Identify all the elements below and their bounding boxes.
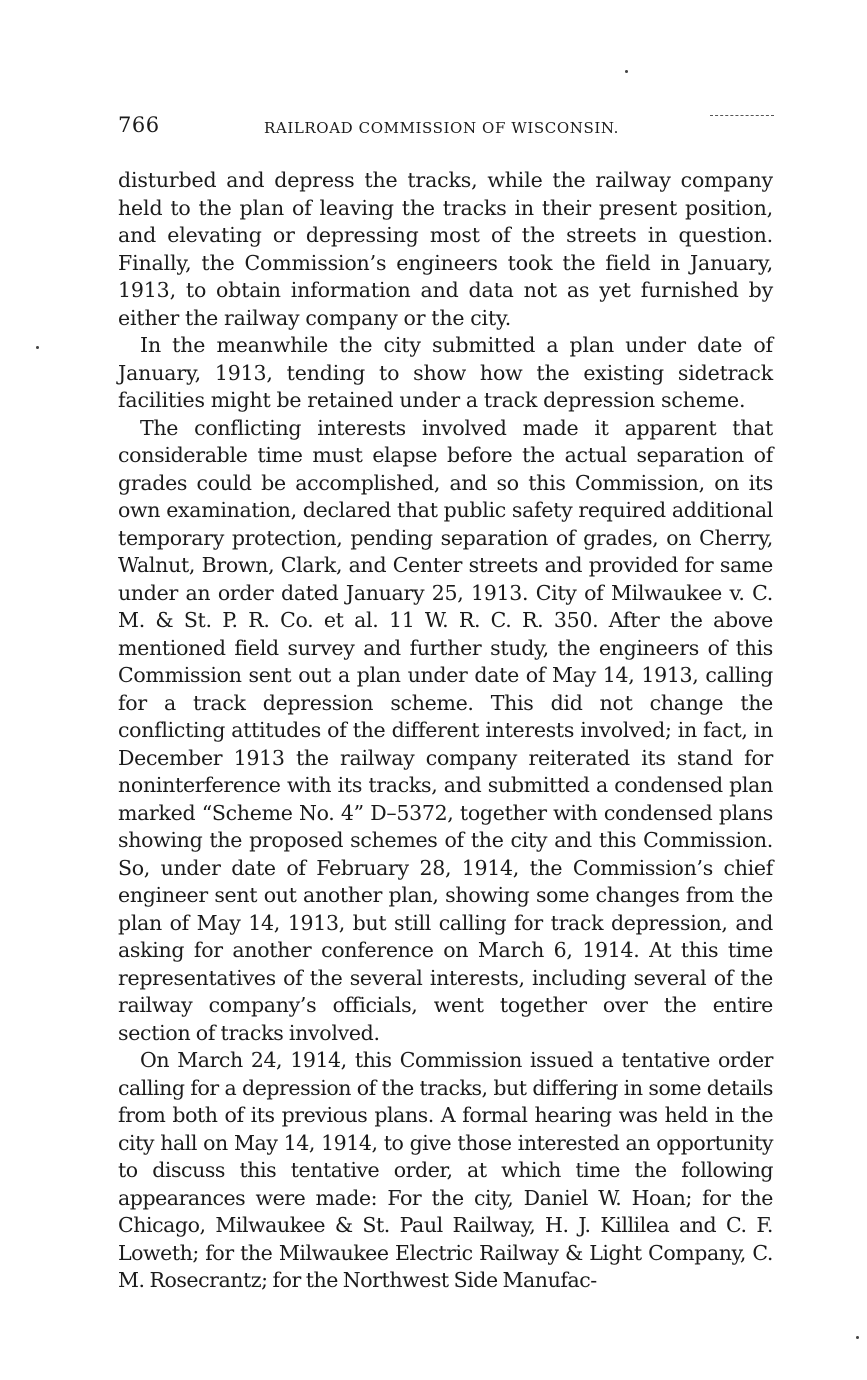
scan-speck [856, 1336, 859, 1339]
paragraph-1: disturbed and depress the tracks, while the railway company held to the plan of leaving the tracks in their present position, and elevating or depressing most of the streets in question. Finally, the Commission’s engineers took the field in January, 1913, to obtain information and data not as yet furnished by either the railway company or the city. [118, 168, 773, 330]
page-header [118, 113, 774, 141]
paragraph-4: On March 24, 1914, this Commission issued a tentative order calling for a depression of the tracks, but differing in some details from both of its previous plans. A formal hearing was held in the city hall on May 14, 1914, to give those interested an opportunity to discuss this tentative order, at which time the following appearances were made: For the city, Daniel W. Hoan; for the Chicago, Milwaukee & St. Paul Railway, H. J. Killilea and C. F. Loweth; for the Milwaukee Electric Railway & Light Company, C. M. Rosecrantz; for the Northwest Side Manufac- [118, 1048, 773, 1292]
scan-speck [36, 346, 39, 349]
body-text [118, 167, 773, 1295]
header-rule [710, 115, 774, 118]
paragraph-3: The conflicting interests involved made it apparent that considerable time must elapse before the actual separation of grades could be accomplished, and so this Commission, on its own examination, declared that public safety required additional temporary protection, pending separation of grades, on Cherry, Walnut, Brown, Clark, and Center streets and provided for same under an order dated January 25, 1913. City of Milwaukee v. C. M. & St. P. R. Co. et al. 11 W. R. C. R. 350. After the above mentioned field survey and further study, the engineers of this Commission sent out a plan under date of May 14, 1913, calling for a track depression scheme. This did not change the conflicting attitudes of the different interests involved; in fact, in December 1913 the railway company reiterated its stand for noninterference with its tracks, and submitted a condensed plan marked “Scheme No. 4” D–5372, together with condensed plans showing the proposed schemes of the city and this Commission. So, under date of February 28, 1914, the Commission’s chief engineer sent out another plan, showing some changes from the plan of May 14, 1913, but still calling for track depression, and asking for another conference on March 6, 1914. At this time representatives of the several interests, including several of the railway company’s officials, went together over the entire section of tracks involved. [118, 415, 773, 1045]
scan-speck [625, 70, 628, 73]
paragraph-2: In the meanwhile the city submitted a plan under date of January, 1913, tending to show how the existing sidetrack facilities might be retained under a track depression scheme. [118, 333, 773, 412]
running-title: RAILROAD COMMISSION OF WISCONSIN. [264, 119, 619, 137]
page-number: 766 [118, 113, 160, 137]
